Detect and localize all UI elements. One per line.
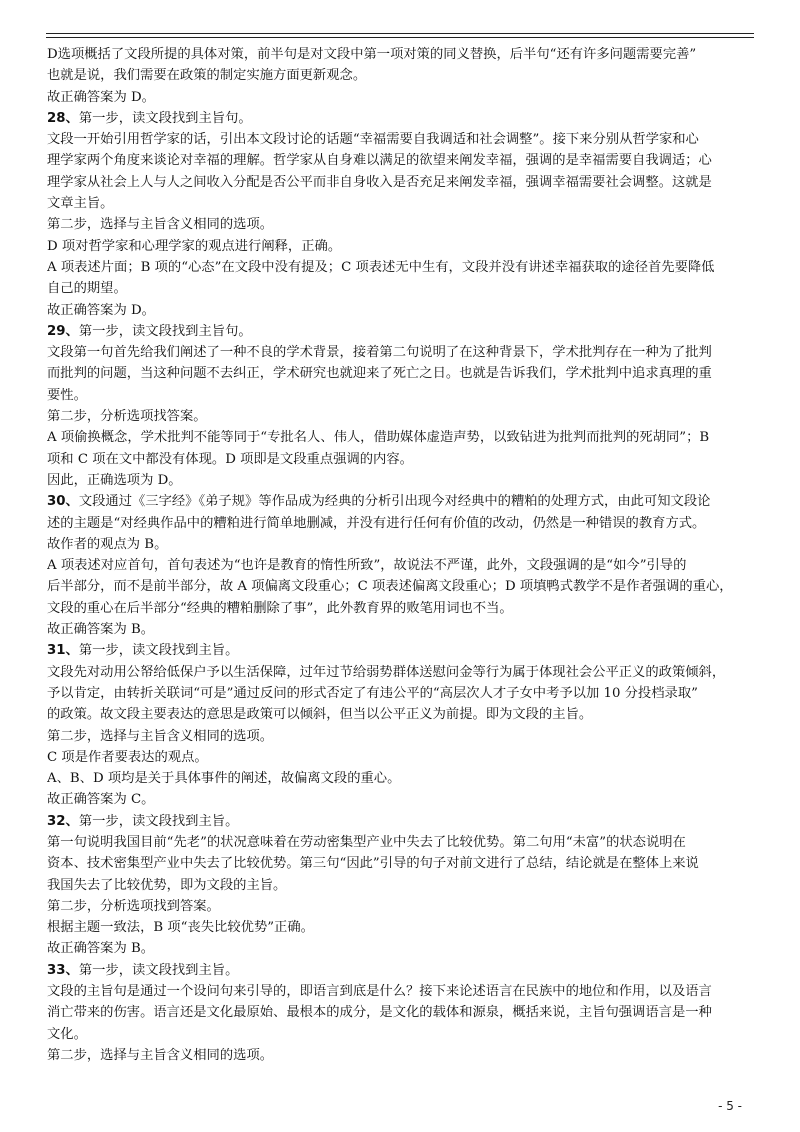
text-line — [47, 108, 755, 129]
line-text: 第一步，读文段找到主旨。 — [78, 962, 239, 978]
text-line — [47, 236, 755, 257]
text-line — [47, 640, 755, 661]
line-text: 予以肯定，由转折关联词“可是”通过反问的形式否定了有违公平的“高层次人才子女中考予以加 10 分投档录取” — [47, 685, 698, 701]
text-line — [47, 1024, 755, 1045]
text-line — [47, 214, 755, 235]
text-line — [47, 555, 755, 576]
text-line — [47, 811, 755, 832]
text-line — [47, 172, 755, 193]
text-line — [47, 917, 755, 938]
text-line — [47, 321, 755, 342]
text-line — [47, 385, 755, 406]
line-text: A 项偷换概念，学术批判不能等同于“专批名人、伟人，借助媒体虚造声势，以致钻进为批判而批判的死胡同”；B — [47, 430, 710, 446]
header-rule-bottom — [46, 37, 754, 38]
header-rule-top — [46, 33, 754, 34]
question-number: 29、 — [47, 323, 79, 339]
line-text: 而批判的问题，当这种问题不去纠正，学术研究也就迎来了死亡之日。也就是告诉我们，学术批判中追求真理的重 — [47, 366, 712, 382]
line-text: 后半部分，而不是前半部分，故 A 项偏离文段重心；C 项表述偏离文段重心；D 项填鸭式教学不是作者强调的重心， — [47, 579, 733, 595]
text-line — [47, 427, 755, 448]
line-text: D选项概括了文段所提的具体对策，前半句是对文段中第一项对策的同义替换，后半句“还有许多问题需要完善” — [47, 47, 697, 62]
text-line — [47, 491, 755, 512]
line-text: 故正确答案为 B。 — [47, 941, 155, 957]
line-text: 第一步，读文段找到主旨。 — [78, 813, 239, 829]
line-text: 自己的期望。 — [47, 281, 127, 297]
question-number: 33、 — [47, 962, 79, 978]
text-line — [47, 534, 755, 555]
text-line — [47, 300, 755, 321]
line-text: 根据主题一致法，B 项“丧失比较优势”正确。 — [47, 920, 314, 936]
text-line — [47, 938, 755, 959]
text-line — [47, 981, 755, 1002]
line-text: 第二步，分析选项找到答案。 — [47, 898, 220, 914]
text-line — [47, 747, 755, 768]
text-line — [47, 832, 755, 853]
line-text: 要性。 — [47, 387, 87, 403]
text-line — [47, 406, 755, 427]
text-line — [47, 576, 755, 597]
question-number: 32、 — [47, 813, 79, 829]
text-line — [47, 87, 755, 108]
line-text: 文段的重心在后半部分“经典的糟粕删除了事”，此外教育界的败笔用词也不当。 — [47, 600, 513, 616]
line-text: 故正确答案为 D。 — [47, 302, 155, 318]
line-text: 的政策。故文段主要表达的意思是政策可以倾斜，但当以公平正义为前提。即为文段的主旨。 — [47, 707, 593, 723]
line-text: 故正确答案为 B。 — [47, 622, 155, 638]
line-text: A 项表述对应首句，首句表述为“也许是教育的惰性所致”，故说法不严谨，此外，文段强调的是“如今”引导的 — [47, 558, 687, 574]
line-text: 也就是说，我们需要在政策的制定实施方面更新观念。 — [47, 68, 367, 84]
line-text: 文段第一句首先给我们阐述了一种不良的学术背景，接着第二句说明了在这种背景下，学术批判存在一种为了批判 — [47, 345, 712, 361]
line-text: 理学家从社会上人与人之间收入分配是否公平而非自身收入是否充足来阐发幸福，强调幸福需要社会调整。这就是 — [47, 174, 712, 190]
text-line — [47, 726, 755, 747]
line-text: D 项对哲学家和心理学家的观点进行阐释，正确。 — [47, 238, 342, 254]
line-text: 文段一开始引用哲学家的话，引出本文段讨论的话题“幸福需要自我调适和社会调整”。接下来分别从哲学家和心 — [47, 132, 699, 148]
line-text: 我国失去了比较优势，即为文段的主旨。 — [47, 877, 287, 893]
line-text: 资本、技术密集型产业中失去了比较优势。第三句“因此”引导的句子对前文进行了总结，结论就是在整体上来说 — [47, 856, 699, 872]
text-line — [47, 257, 755, 278]
line-text: C 项是作者要表达的观点。 — [47, 749, 208, 765]
text-line — [47, 896, 755, 917]
line-text: 文段先对动用公帑给低保户予以生活保障，过年过节给弱势群体送慰问金等行为属于体现社会公平正义的政策倾斜， — [47, 664, 726, 680]
line-text: 第一步，读文段找到主旨。 — [78, 643, 239, 659]
line-text: 第一步，读文段找到主旨句。 — [78, 110, 252, 126]
line-text: 因此，正确选项为 D。 — [47, 472, 182, 488]
line-text: 文化。 — [47, 1026, 87, 1042]
text-line — [47, 598, 755, 619]
text-line — [47, 662, 755, 683]
question-number: 31、 — [47, 643, 79, 659]
line-text: 第一步，读文段找到主旨句。 — [78, 323, 252, 339]
text-line — [47, 278, 755, 299]
line-text: 文段的主旨句是通过一个设问句来引导的，即语言到底是什么？接下来论述语言在民族中的地位和作用，以及语言 — [47, 984, 712, 1000]
line-text: A、B、D 项均是关于具体事件的阐述，故偏离文段的重心。 — [47, 771, 401, 787]
text-line — [47, 789, 755, 810]
line-text: 第二步，选择与主旨含义相同的选项。 — [47, 217, 274, 233]
text-line — [47, 853, 755, 874]
line-text: 故作者的观点为 B。 — [47, 536, 168, 552]
line-text: 故正确答案为 C。 — [47, 792, 155, 808]
page-number: - 5 - — [718, 1099, 742, 1113]
question-number: 30、 — [47, 494, 79, 510]
text-line — [47, 449, 755, 470]
text-line — [47, 513, 755, 534]
text-line — [47, 193, 755, 214]
line-text: 文章主旨。 — [47, 196, 114, 212]
text-line — [47, 1002, 755, 1023]
line-text: 述的主题是“对经典作品中的糟粕进行简单地删减，并没有进行任何有价值的改动，仍然是一种错误的教育方式。 — [47, 515, 706, 531]
document-body — [47, 44, 755, 1066]
text-line — [47, 768, 755, 789]
text-line — [47, 65, 755, 86]
text-line — [47, 44, 755, 65]
question-number: 28、 — [47, 110, 79, 126]
text-line — [47, 342, 755, 363]
text-line — [47, 129, 755, 150]
line-text: 故正确答案为 D。 — [47, 89, 155, 105]
text-line — [47, 363, 755, 384]
line-text: 理学家两个角度来谈论对幸福的理解。哲学家从自身难以满足的欲望来阐发幸福，强调的是幸福需要自我调适；心 — [47, 153, 712, 169]
line-text: 消亡带来的伤害。语言还是文化最原始、最根本的成分，是文化的载体和源泉，概括来说，主旨句强调语言是一种 — [47, 1005, 712, 1021]
line-text: 文段通过《三字经》《弟子规》等作品成为经典的分析引出现今对经典中的糟粕的处理方式，由此可知文段论 — [78, 494, 711, 510]
text-line — [47, 683, 755, 704]
line-text: A 项表述片面；B 项的“心态”在文段中没有提及；C 项表述无中生有，文段并没有讲述幸福获取的途径首先要降低 — [47, 259, 715, 275]
text-line — [47, 1045, 755, 1066]
line-text: 第二步，分析选项找答案。 — [47, 409, 207, 425]
text-line — [47, 470, 755, 491]
text-line — [47, 960, 755, 981]
line-text: 项和 C 项在文中都没有体现。D 项即是文段重点强调的内容。 — [47, 451, 413, 467]
line-text: 第二步，选择与主旨含义相同的选项。 — [47, 1047, 274, 1063]
line-text: 第一句说明我国目前“先老”的状况意味着在劳动密集型产业中失去了比较优势。第二句用“未富”的状态说明在 — [47, 834, 686, 850]
line-text: 第二步，选择与主旨含义相同的选项。 — [47, 728, 274, 744]
text-line — [47, 619, 755, 640]
text-line — [47, 150, 755, 171]
text-line — [47, 704, 755, 725]
text-line — [47, 875, 755, 896]
